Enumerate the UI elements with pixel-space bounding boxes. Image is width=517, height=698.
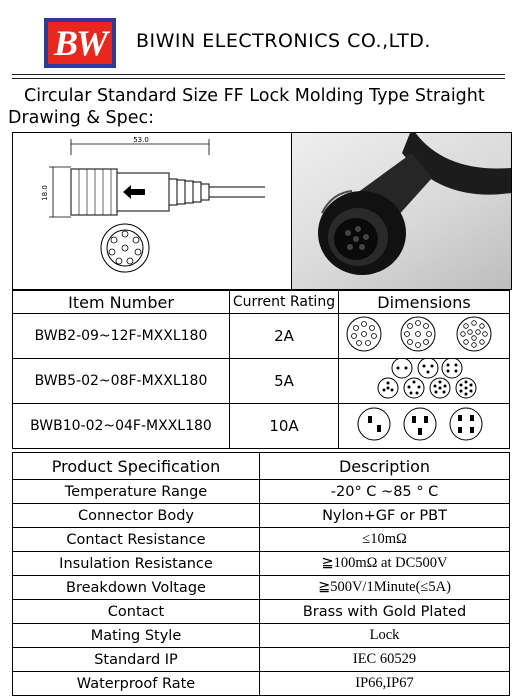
table-row	[13, 576, 510, 600]
pin-layout-diagrams	[339, 359, 510, 404]
drawing-box	[12, 132, 512, 290]
table-row	[13, 404, 510, 449]
spec-label: Standard IP	[13, 648, 260, 672]
spec-label: Contact	[13, 600, 260, 624]
spec-label: Insulation Resistance	[13, 552, 260, 576]
spec-header-description: Description	[260, 453, 510, 480]
item-number: BWB2-09~12F-MXXL180	[13, 314, 230, 359]
spec-label: Mating Style	[13, 624, 260, 648]
header-rule-top	[12, 74, 505, 75]
spec-value: ≧500V/1Minute(≤5A)	[260, 576, 510, 600]
technical-drawing	[13, 133, 291, 289]
spec-label: Breakdown Voltage	[13, 576, 260, 600]
spec-value: ≧100mΩ at DC500V	[260, 552, 510, 576]
item-number: BWB10-02~04F-MXXL180	[13, 404, 230, 449]
current-rating-header: Current Rating	[230, 291, 339, 314]
dimensions-header: Dimensions	[339, 291, 510, 314]
spec-value: IEC 60529	[260, 648, 510, 672]
page-subtitle: Drawing & Spec:	[8, 108, 155, 128]
item-number: BWB5-02~08F-MXXL180	[13, 359, 230, 404]
table-row	[13, 672, 510, 696]
connector-photo-illustration	[292, 133, 511, 289]
current-rating: 10A	[230, 404, 339, 449]
pin-layout-diagrams	[339, 404, 510, 449]
item-number-header: Item Number	[13, 291, 230, 314]
table-row	[13, 504, 510, 528]
company-name: BIWIN ELECTRONICS CO.,LTD.	[136, 30, 431, 52]
spec-value: Lock	[260, 624, 510, 648]
current-rating: 2A	[230, 314, 339, 359]
header-rule-bottom	[12, 78, 505, 79]
table-row	[13, 624, 510, 648]
logo-text: BW	[48, 22, 112, 64]
table-row	[13, 480, 510, 504]
spec-value: -20° C ~85 ° C	[260, 480, 510, 504]
item-table	[12, 290, 510, 449]
product-photo	[292, 133, 511, 289]
current-rating: 5A	[230, 359, 339, 404]
spec-label: Waterproof Rate	[13, 672, 260, 696]
spec-label: Contact Resistance	[13, 528, 260, 552]
spec-table	[12, 452, 510, 696]
table-row	[13, 648, 510, 672]
table-row	[13, 314, 510, 359]
table-row	[13, 600, 510, 624]
pin-layout-diagrams	[339, 314, 510, 359]
table-row	[13, 552, 510, 576]
spec-value: Brass with Gold Plated	[260, 600, 510, 624]
spec-label: Connector Body	[13, 504, 260, 528]
spec-value: ≤10mΩ	[260, 528, 510, 552]
spec-value: IP66,IP67	[260, 672, 510, 696]
company-logo	[44, 18, 116, 68]
spec-value: Nylon+GF or PBT	[260, 504, 510, 528]
spec-label: Temperature Range	[13, 480, 260, 504]
page-title: Circular Standard Size FF Lock Molding Type Straight	[24, 86, 485, 106]
dim-height-label: 18.0	[41, 185, 49, 201]
table-row	[13, 359, 510, 404]
table-row	[13, 528, 510, 552]
spec-header-product: Product Specification	[13, 453, 260, 480]
dim-length-label: 53.0	[133, 136, 149, 144]
